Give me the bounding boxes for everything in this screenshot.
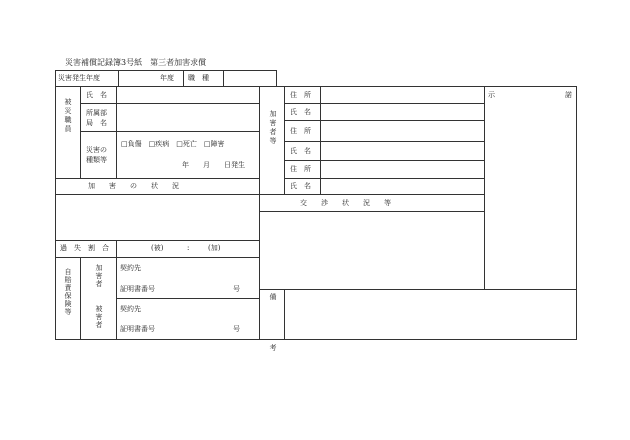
rule	[116, 86, 117, 178]
rule	[484, 86, 485, 289]
insurance-victim-side: 被害者	[95, 305, 103, 329]
rule	[284, 289, 285, 340]
rule	[576, 86, 577, 340]
rule	[259, 211, 484, 212]
perpetrator-address-1: 住 所	[290, 91, 311, 99]
occurrence-date-label: 年 月 日発生	[182, 161, 245, 169]
perpetrator-name-3: 氏 名	[290, 182, 311, 190]
rule	[276, 70, 277, 86]
rule	[80, 257, 81, 340]
instructions-label: 示 諾	[488, 91, 572, 99]
victim-section-label: 被災職員	[64, 98, 72, 134]
perpetrator-address-3: 住 所	[290, 165, 311, 173]
victim-cert-suffix: 号	[233, 325, 240, 333]
perpetrator-name-2: 氏 名	[290, 147, 311, 155]
victim-contract-label: 契約先	[120, 305, 141, 313]
perpetrator-cert-label: 証明書番号	[120, 285, 155, 293]
rule	[55, 86, 576, 87]
rule	[284, 141, 484, 142]
rule	[55, 70, 56, 340]
rule	[80, 103, 259, 104]
rule	[223, 70, 224, 86]
rule	[118, 70, 119, 86]
rule	[284, 120, 484, 121]
remarks-label: 備 考	[269, 293, 277, 361]
job-label: 職 種	[188, 74, 209, 82]
perpetrator-section-label: 加害者等	[269, 110, 277, 146]
rule	[284, 86, 285, 194]
victim-type-label-1: 災害の	[86, 146, 107, 154]
fault-ratio-victim: (被)	[151, 244, 164, 252]
disaster-year-label: 災害発生年度	[58, 74, 100, 82]
year-label: 年度	[160, 74, 174, 82]
rule	[284, 160, 484, 161]
victim-type-label-2: 種類等	[86, 156, 107, 164]
perpetrator-name-1: 氏 名	[290, 108, 311, 116]
rule	[55, 70, 276, 71]
perpetrator-address-2: 住 所	[290, 127, 311, 135]
damage-status-label: 加 害 の 状 況	[88, 182, 179, 190]
form-title: 災害補償記録簿3号紙 第三者加害求償	[65, 58, 207, 67]
perpetrator-cert-suffix: 号	[233, 285, 240, 293]
insurance-perpetrator-side: 加害者	[95, 264, 103, 288]
victim-cert-label: 証明書番号	[120, 325, 155, 333]
injury-type-options: □負傷 □疾病 □死亡 □障害	[121, 140, 225, 148]
negotiation-status-label: 交 渉 状 況 等	[300, 199, 391, 207]
rule	[116, 298, 259, 299]
rule	[80, 131, 259, 132]
perpetrator-contract-label: 契約先	[120, 264, 141, 272]
fault-ratio-colon: :	[187, 244, 190, 252]
rule	[55, 194, 484, 195]
rule	[320, 86, 321, 194]
rule	[55, 257, 259, 258]
rule	[116, 240, 117, 257]
rule	[259, 289, 576, 290]
rule	[55, 240, 259, 241]
rule	[284, 103, 484, 104]
rule	[183, 70, 184, 86]
victim-dept-label-2: 局 名	[86, 119, 107, 127]
rule	[80, 86, 81, 178]
rule	[284, 178, 484, 179]
victim-name-label: 氏 名	[86, 91, 107, 99]
rule	[55, 178, 259, 179]
insurance-section-label: 自賠責保険等	[64, 268, 72, 316]
fault-ratio-label: 過 失 割 合	[60, 244, 109, 252]
rule	[116, 257, 117, 340]
fault-ratio-perpetrator: (加)	[208, 244, 221, 252]
rule	[55, 339, 576, 340]
rule	[259, 86, 260, 340]
victim-dept-label-1: 所属部	[86, 109, 107, 117]
